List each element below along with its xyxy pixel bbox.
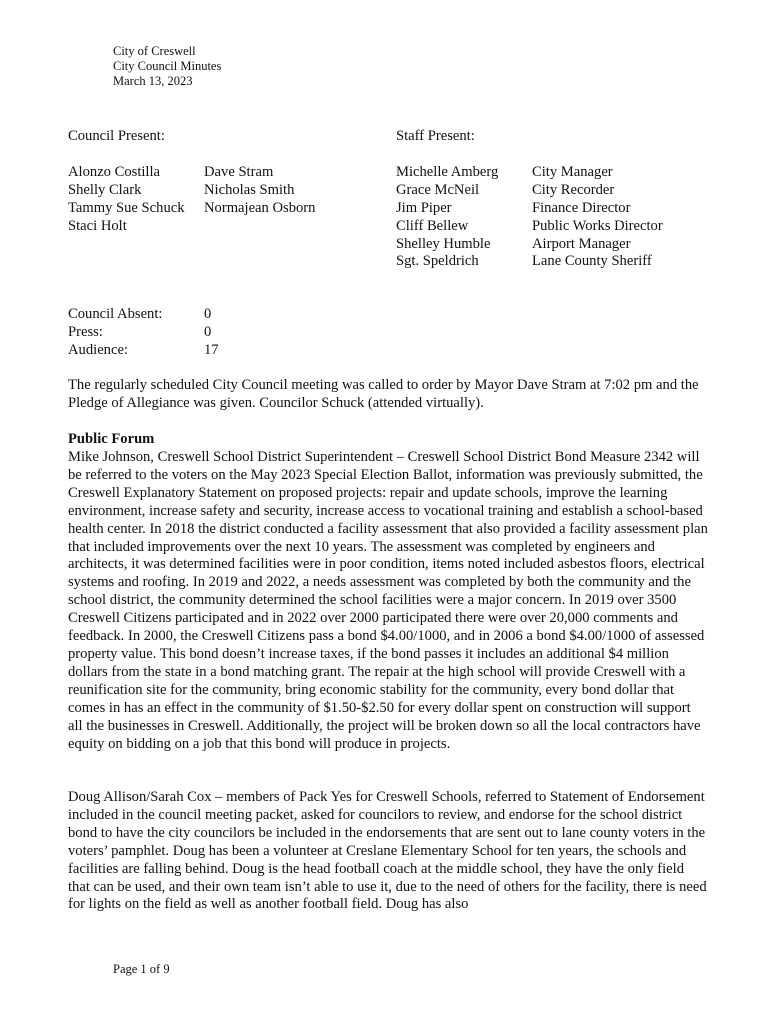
council-member: Normajean Osborn	[204, 199, 316, 216]
council-member: Staci Holt	[68, 217, 127, 234]
press-label: Press:	[68, 323, 103, 340]
attendance-values	[204, 306, 219, 360]
staff-name: Cliff Bellew	[396, 217, 469, 234]
press-value: 0	[204, 323, 212, 340]
page-number: Page 1 of 9	[113, 962, 170, 976]
staff-title: City Manager	[532, 164, 613, 180]
audience-value: 17	[204, 341, 219, 358]
opening-paragraph: The regularly scheduled City Council meeting was called to order by Mayor Dave Stram at 7:02 pm and the Pledge of Allegiance was given. Councilor Schuck (attended virtually).	[68, 377, 699, 411]
council-member: Tammy Sue Schuck	[68, 199, 185, 216]
public-forum-paragraph-2: Doug Allison/Sarah Cox – members of Pack Yes for Creswell Schools, referred to Statement of Endorsement included in the council meeting packet, asked for councilors to review, and endorse for the school district bond to have the city councilors be included in the endorsements that are sent out to lane county voters in the voters’ pamphlet. Doug has been a volunteer at Creslane Elementary School for ten years, the schools and facilities are falling behind. Doug is the head football coach at the middle school, they have the only field that can be used, and their own team isn’t able to use it, due to the need of others for the facility, there is need for lights on the field as well as another football field. Doug has also	[68, 789, 707, 913]
staff-title: Lane County Sheriff	[532, 253, 652, 270]
audience-label: Audience:	[68, 341, 128, 358]
council-member: Nicholas Smith	[204, 181, 295, 198]
staff-title: Public Works Director	[532, 217, 663, 234]
council-member: Dave Stram	[204, 164, 274, 180]
council-names-column-2	[204, 164, 315, 218]
council-names-column-1	[68, 164, 185, 236]
staff-name: Michelle Amberg	[396, 164, 499, 180]
staff-names-column	[396, 164, 498, 271]
staff-title: City Recorder	[532, 181, 615, 198]
staff-name: Grace McNeil	[396, 181, 480, 198]
header-doc-title: City Council Minutes	[113, 59, 222, 73]
council-member: Shelly Clark	[68, 181, 142, 198]
header-city: City of Creswell	[113, 44, 196, 58]
council-absent-label: Council Absent:	[68, 306, 163, 322]
staff-name: Sgt. Speldrich	[396, 253, 479, 270]
council-absent-value: 0	[204, 306, 212, 322]
header-date: March 13, 2023	[113, 74, 193, 88]
staff-name: Shelley Humble	[396, 235, 491, 252]
staff-title: Airport Manager	[532, 235, 631, 252]
staff-present-label: Staff Present:	[396, 128, 475, 144]
document-header	[113, 44, 221, 89]
attendance-labels	[68, 306, 162, 360]
council-member: Alonzo Costilla	[68, 164, 161, 180]
staff-title: Finance Director	[532, 199, 631, 216]
staff-titles-column	[532, 164, 663, 271]
public-forum-heading: Public Forum	[68, 431, 155, 447]
public-forum-paragraph-1: Mike Johnson, Creswell School District Superintendent – Creswell School District Bond Measure 2342 will be referred to the voters on the May 2023 Special Election Ballot, information was previously submitted, the Creswell Explanatory Statement on proposed projects: repair and update schools, improve the learning environment, increase safety and security, increase access to vocational training and establish a school-based health center. In 2018 the district conducted a facility assessment that also provided a facility assessment plan that included improvements over the next 10 years. The assessment was completed by engineers and architects, it was determined facilities were in poor condition, items noted included asbestos floors, electrical systems and roofing. In 2019 and 2022, a needs assessment was completed by both the community and the school district, the community determined the school facilities were a major concern. In 2019 over 3500 Creswell Citizens participated and in 2022 over 2000 participated there were over 20,000 comments and feedback. In 2000, the Creswell Citizens pass a bond $4.00/1000, and in 2006 a bond $4.00/1000 of assessed property value. This bond doesn’t increase taxes, if the bond passes it includes an additional $4 million dollars from the state in a bond matching grant. The repair at the high school will provide Creswell with a reunification site for the community, bring economic stability for the community, every bond dollar that comes in has an effect in the community of $1.50-$2.50 for every dollar spent on construction will support all the businesses in Creswell. Additionally, the project will be broken down so all the local contractors have equity on bidding on a job that this bond will produce in projects.	[68, 449, 708, 752]
staff-name: Jim Piper	[396, 199, 452, 216]
council-present-label: Council Present:	[68, 128, 165, 144]
